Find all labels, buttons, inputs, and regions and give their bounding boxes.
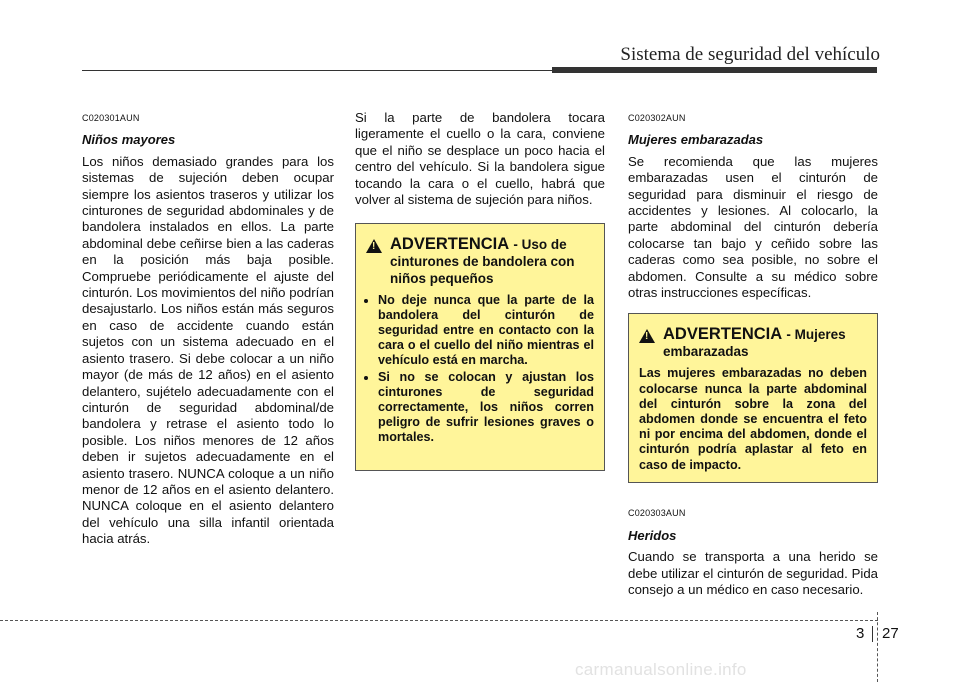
section-code: C020303AUN [628,508,686,519]
body-paragraph: Cuando se transporta a una herido se debe utilizar el cinturón de seguridad. Pida consejo a un médico en caso necesario. [628,549,878,598]
header-rule-thick [552,67,877,73]
column-1 [82,110,334,548]
warning-box-pregnant [628,313,878,483]
footer-rule [0,620,878,621]
section-code: C020302AUN [628,113,686,123]
body-paragraph: Los niños demasiado grandes para los sistemas de sujeción deben ocupar siempre los asientos traseros y utilizar los cinturones de seguridad abdominales y de bandolera instalados en ellos. La parte abdominal debe ceñirse bien a las caderas en la posición más baja posible. Compruebe periódicamente el ajuste del cinturón. Los movimientos del niño podrían desajustarlo. Los niños están más seguros en caso de accidente cuando están sujetos con un sistema adecuado en el asiento trasero. Si debe colocar a un niño mayor (de más de 12 años) en el asiento delantero, sujételo adecuadamente con el cinturón de seguridad abdominal/de bandolera y retrase el asiento todo lo posible. Los niños menores de 12 años deben ir sujetos adecuadamente en el asiento trasero. NUNCA coloque a un niño menor de 12 años en el asiento delantero. NUNCA coloque en el asiento delantero del vehículo una silla infantil orientada hacia atrás. [82,153,334,547]
warning-header [639,326,867,360]
warning-title [390,236,594,287]
section-heading: Mujeres embarazadas [628,132,764,148]
warning-list-item: • No deje nunca que la parte de la bandolera del cinturón de seguridad entre en contacto con la cara o el cuello del niño mientras el vehículo está en marcha. [378,293,594,368]
header-rule-thin [82,70,552,71]
column-3 [628,110,878,599]
warning-list [366,293,594,445]
warning-label: ADVERTENCIA [663,325,783,344]
footer-vertical-rule [877,612,878,682]
page-number: 27 [882,625,899,642]
warning-body: Las mujeres embarazadas no deben colocarse nunca la parte abdominal del cinturón sobre la zona del abdomen donde se encuentra el feto ni por encima del abdomen, donde el cinturón podría aplastar al feto en caso de impacto. [639,366,867,472]
warning-list-item: • Si no se colocan y ajustan los cinturones de seguridad correctamente, los niños corren peligro de sufrir lesiones graves o mortales. [378,370,594,445]
column-2 [355,110,605,471]
body-paragraph: Si la parte de bandolera tocara ligeramente el cuello o la cara, conviene que el niño se desplace un poco hacia el centro del vehículo. Si la bandolera sigue tocando la cara o el cuello, habrá que volver al sistema de sujeción para niños. [355,110,605,208]
section-heading: Heridos [628,527,677,543]
warning-subtitle: - Uso de cinturones de bandolera con niños pequeños [390,237,575,287]
page-number-separator [872,626,873,642]
warning-triangle-icon: ! [366,239,382,253]
warning-header [366,236,594,287]
body-paragraph: Se recomienda que las mujeres embarazadas usen el cinturón de seguridad para disminuir el riesgo de accidentes y lesiones. Al colocarlo, la parte abdominal del cinturón debería colocarse tan bajo y ceñido sobre las caderas como sea posible, no sobre el abdomen. Consulte a su médico sobre otras instrucciones específicas. [628,153,878,301]
section-code: C020301AUN [82,113,140,123]
watermark: carmanualsonline.info [575,660,747,679]
warning-subtitle: - Mujeres embarazadas [663,327,846,360]
chapter-number: 3 [856,625,865,642]
warning-box-children [355,223,605,471]
page-header-title: Sistema de seguridad del vehículo [620,44,880,65]
warning-title [663,326,867,360]
warning-label: ADVERTENCIA [390,235,510,254]
warning-triangle-icon: ! [639,329,655,343]
section-heading: Niños mayores [82,132,176,148]
